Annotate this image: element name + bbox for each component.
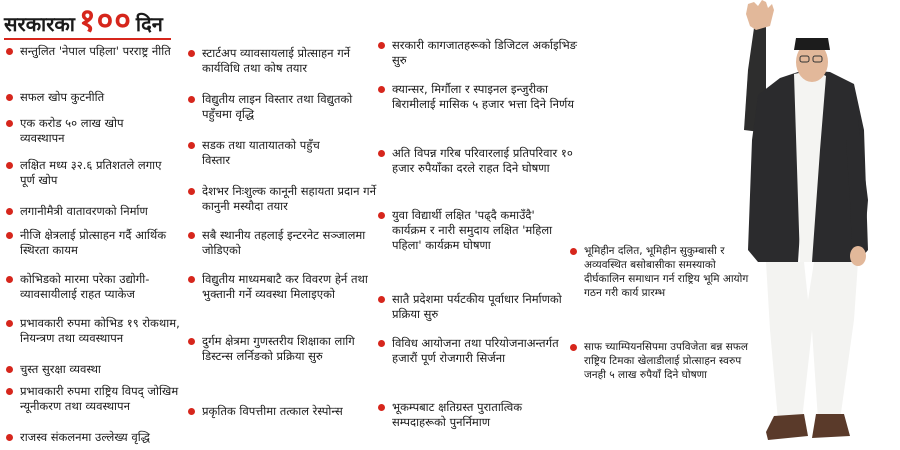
list-item [6,384,192,414]
list-item [188,272,384,302]
waving-man-photo [708,0,900,450]
title-part-1: सरकारका [4,12,75,36]
list-item-text: भूमिहीन दलित, भूमिहीन सुकुम्बासी र अव्यवस्थित बसोबासीका समस्याको दीर्घकालिन समाधान गर्न राष्ट्रिय भूमि आयोग गठन गरी कार्य प्रारम्भ [584,245,749,299]
list-item-text: प्रकृतिक विपत्तीमा तत्काल रेस्पोन्स [202,404,343,418]
bullet-icon [378,404,385,411]
right-shoe-icon [812,414,850,438]
list-item-text: विविध आयोजना तथा परियोजनाअन्तर्गत हजारौं पूर्ण रोजगारी सिर्जना [392,336,559,365]
bullet-icon [188,276,195,283]
bullet-icon [378,42,385,49]
bullet-icon [6,388,13,395]
bullet-icon [188,188,195,195]
list-item [378,38,584,68]
list-item-text: भूकम्पबाट क्षतिग्रस्त पुरातात्विक सम्पदाहरूको पुनर्निमाण [392,400,523,429]
list-item-text: दुर्गम क्षेत्रमा गुणस्तरीय शिक्षाका लागि डिस्टन्स लर्निङको प्रक्रिया सुरु [202,334,355,363]
title-number: १०० [78,1,132,39]
bullet-icon [188,338,195,345]
list-item [188,334,362,364]
page-title [4,1,171,40]
list-item [378,292,582,322]
bullet-icon [6,232,13,239]
bullet-icon [6,120,13,127]
list-item [6,116,160,146]
list-item-text: नीजि क्षेत्रलाई प्रोत्साहन गर्दै आर्थिक स्थिरता कायम [20,228,167,257]
bullet-icon [188,50,195,57]
list-item-text: एक करोड ५० लाख खोप व्यवस्थापन [20,116,124,145]
list-item-text: सफल खोप कुटनीति [20,90,105,104]
list-item-text: अति विपन्न गरिब परिवारलाई प्रतिपरिवार १० हजार रुपैयाँका दरले राहत दिने घोषणा [392,146,573,175]
list-item [6,362,192,377]
list-item-text: विद्युतीय लाइन विस्तार तथा विद्युतको पहुँचमा वृद्धि [202,92,353,121]
bullet-icon [188,96,195,103]
list-item [378,146,582,176]
list-item-text: स्टार्टअप व्यावसायलाई प्रोत्साहन गर्ने कार्यविधि तथा कोष तयार [202,46,351,75]
title-part-3: दिन [135,12,163,36]
raised-hand [746,0,774,30]
list-item-text: सबै स्थानीय तहलाई इन्टरनेट सञ्जालमा जोडिएको [202,228,366,257]
list-item [6,316,192,346]
list-item [378,400,578,430]
bullet-icon [188,408,195,415]
list-item [6,158,172,188]
list-item-text: सन्तुलित 'नेपाल पहिला' परराष्ट्र नीति [20,44,171,58]
bullet-icon [570,344,577,351]
cap [794,38,830,50]
list-item-text: राजस्व संकलनमा उल्लेख्य वृद्धि [20,430,150,444]
bullet-icon [378,212,385,219]
list-item [188,184,382,214]
list-item-text: कोभिडको मारमा परेका उद्योगी-व्यावसायीलाई राहत प्याकेज [20,272,150,301]
bullet-icon [188,142,195,149]
list-item [6,90,188,105]
list-item [6,44,188,59]
list-item-text: लक्षित मध्य ३२.६ प्रतिशतले लगाए पूर्ण खोप [20,158,162,187]
list-item-text: युवा विद्यार्थी लक्षित 'पढ्दै कमाउँदै' कार्यक्रम र नारी समुदाय लक्षित 'महिला पहिला' कार्यक्रम घोषणा [392,208,553,252]
list-item [188,228,378,258]
list-item-text: सडक तथा यातायातको पहुँच विस्तार [202,138,320,167]
list-item [6,228,186,258]
bullet-icon [6,434,13,441]
list-item-text: चुस्त सुरक्षा व्यवस्था [20,362,101,376]
bullet-icon [6,208,13,215]
bullet-icon [6,276,13,283]
list-item-text: प्रभावकारी रुपमा राष्ट्रिय विपद् जोखिम न्यूनीकरण तथा व्यवस्थापन [20,384,179,413]
bullet-icon [378,86,385,93]
list-item-text: प्रभावकारी रुपमा कोभिड १९ रोकथाम, नियन्त्रण तथा व्यवस्थापन [20,316,180,345]
list-item [6,430,200,445]
bullet-icon [6,320,13,327]
bullet-icon [570,248,577,255]
bullet-icon [6,48,13,55]
list-item-text: क्यान्सर, मिर्गौला र स्पाइनल इन्जुरीका बिरामीलाई मासिक ५ हजार भत्ता दिने निर्णय [392,82,574,111]
list-item [378,82,582,112]
bullet-icon [6,162,13,169]
list-item-text: लगानीमैत्री वातावरणको निर्माण [20,204,148,218]
list-item-text: सातै प्रदेशमा पर्यटकीय पूर्वाधार निर्माणको प्रक्रिया सुरु [392,292,562,321]
bullet-icon [378,340,385,347]
bullet-icon [6,366,13,373]
bullet-icon [188,232,195,239]
list-item [188,92,368,122]
list-item [188,404,368,419]
bullet-icon [378,150,385,157]
list-item [6,204,210,219]
lowered-hand [850,246,866,266]
bullet-icon [378,296,385,303]
list-item-text: विद्युतीय माध्यमबाटै कर विवरण हेर्न तथा भुक्तानी गर्ने व्यवस्था मिलाइएको [202,272,368,301]
list-item [6,272,190,302]
trousers [766,262,858,420]
list-item [188,46,382,76]
list-item-text: साफ च्याम्पियनसिपमा उपविजेता बन्न सफल राष्ट्रिय टिमका खेलाडीलाई प्रोत्साहन स्वरुप जनही ५ लाख रुपैयाँ दिने घोषणा [584,341,749,381]
bullet-icon [6,94,13,101]
list-item [378,336,562,366]
list-item-text: देशभर निःशुल्क कानूनी सहायता प्रदान गर्ने कानुनी मस्यौदा तयार [202,184,376,213]
list-item-text: सरकारी कागजातहरूको डिजिटल अर्काइभिङ सुरु [392,38,578,67]
left-shoe-icon [766,414,808,440]
list-item [188,138,340,168]
list-item [378,208,572,253]
